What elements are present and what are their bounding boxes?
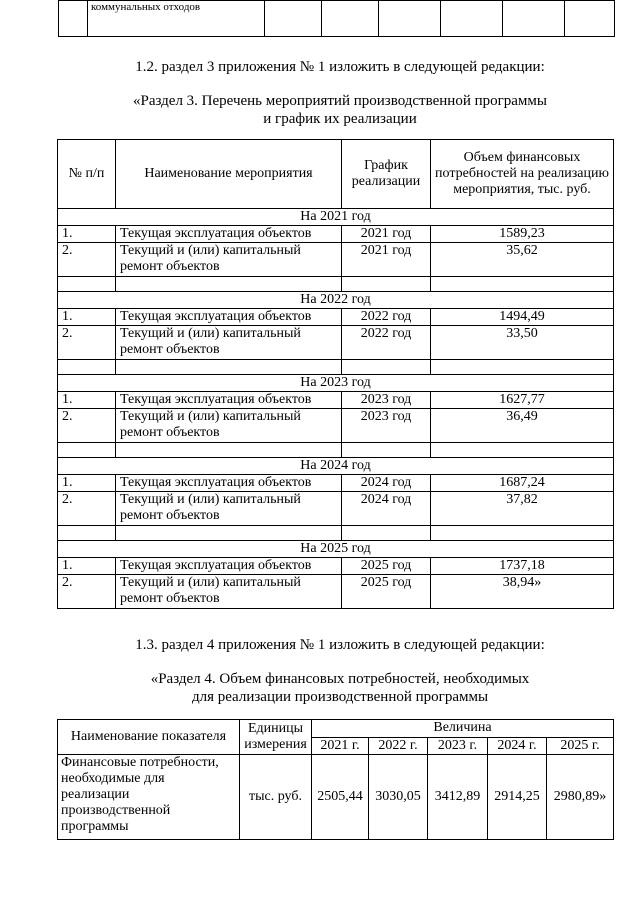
indicator-value: 3412,89 <box>428 755 488 840</box>
row-number: 1. <box>58 475 116 492</box>
measure-name: Текущий и (или) капитальный ремонт объектов <box>116 326 342 360</box>
table-cell <box>342 360 431 375</box>
cell-text: коммунальных отходов <box>91 1 201 13</box>
paragraph-1-3: 1.3. раздел 4 приложения № 1 изложить в следующей редакции: <box>135 637 545 653</box>
table-cell <box>116 277 342 292</box>
schedule: 2024 год <box>342 475 431 492</box>
table-cell <box>342 443 431 458</box>
measure-name: Текущая эксплуатация объектов <box>116 475 342 492</box>
spacer-row <box>58 443 614 458</box>
table-cell <box>431 360 614 375</box>
schedule: 2021 год <box>342 226 431 243</box>
schedule: 2025 год <box>342 575 431 609</box>
amount: 1627,77 <box>431 392 614 409</box>
header-indicator: Наименование показателя <box>58 720 240 755</box>
year-label: На 2024 год <box>58 458 614 475</box>
schedule: 2022 год <box>342 326 431 360</box>
table-cell <box>431 443 614 458</box>
section4-title-line2: для реализации производственной программы <box>191 689 489 705</box>
measure-name: Текущий и (или) капитальный ремонт объектов <box>116 575 342 609</box>
row-number: 1. <box>58 309 116 326</box>
year-row <box>58 375 614 392</box>
table-cell <box>441 1 503 37</box>
schedule: 2024 год <box>342 492 431 526</box>
amount: 1687,24 <box>431 475 614 492</box>
year-row <box>58 209 614 226</box>
amount: 37,82 <box>431 492 614 526</box>
header-amount: Объем финансовых потребностей на реализацию мероприятия, тыс. руб. <box>431 140 614 209</box>
indicator-name: Финансовые потребности, необходимые для реализации производственной программы <box>58 755 240 840</box>
indicator-value: 2980,89» <box>547 755 614 840</box>
year-row <box>58 541 614 558</box>
spacer-row <box>58 526 614 541</box>
table-cell <box>58 526 116 541</box>
table-row <box>58 392 614 409</box>
indicator-unit: тыс. руб. <box>240 755 312 840</box>
schedule: 2023 год <box>342 392 431 409</box>
section3-title <box>40 92 640 128</box>
table-cell <box>58 360 116 375</box>
previous-table-fragment <box>58 0 615 37</box>
paragraph-1-2: 1.2. раздел 3 приложения № 1 изложить в следующей редакции: <box>135 59 545 75</box>
table-row <box>58 575 614 609</box>
measure-name: Текущий и (или) капитальный ремонт объектов <box>116 492 342 526</box>
row-number: 2. <box>58 409 116 443</box>
row-number: 2. <box>58 492 116 526</box>
indicator-value: 3030,05 <box>369 755 428 840</box>
measure-name: Текущая эксплуатация объектов <box>116 226 342 243</box>
measure-name: Текущая эксплуатация объектов <box>116 558 342 575</box>
table-cell <box>58 443 116 458</box>
amount: 1589,23 <box>431 226 614 243</box>
schedule: 2025 год <box>342 558 431 575</box>
header-units: Единицы измерения <box>240 720 312 755</box>
header-year: 2023 г. <box>428 737 488 755</box>
amount: 38,94» <box>431 575 614 609</box>
header-number: № п/п <box>58 140 116 209</box>
table-cell <box>565 1 615 37</box>
header-value: Величина <box>312 720 614 738</box>
row-number: 2. <box>58 243 116 277</box>
measures-table-body <box>58 209 614 609</box>
table-cell <box>116 526 342 541</box>
table-cell <box>342 526 431 541</box>
indicator-value: 2914,25 <box>488 755 547 840</box>
table-row <box>58 475 614 492</box>
row-number: 1. <box>58 392 116 409</box>
schedule: 2023 год <box>342 409 431 443</box>
schedule: 2022 год <box>342 309 431 326</box>
measure-name: Текущая эксплуатация объектов <box>116 309 342 326</box>
table-cell <box>503 1 565 37</box>
year-row <box>58 292 614 309</box>
measure-name: Текущий и (или) капитальный ремонт объектов <box>116 409 342 443</box>
indicator-value: 2505,44 <box>312 755 369 840</box>
header-year: 2021 г. <box>312 737 369 755</box>
header-year: 2025 г. <box>547 737 614 755</box>
section4-title-line1: «Раздел 4. Объем финансовых потребностей, необходимых <box>150 671 530 687</box>
amount: 1494,49 <box>431 309 614 326</box>
year-label: На 2022 год <box>58 292 614 309</box>
table-row <box>58 409 614 443</box>
year-label: На 2021 год <box>58 209 614 226</box>
table-row <box>58 492 614 526</box>
table-row <box>58 243 614 277</box>
table-cell <box>342 277 431 292</box>
table-cell <box>379 1 441 37</box>
header-year: 2024 г. <box>488 737 547 755</box>
header-measure-name: Наименование мероприятия <box>116 140 342 209</box>
table-cell <box>58 277 116 292</box>
row-number: 2. <box>58 326 116 360</box>
table-cell <box>265 1 322 37</box>
table-cell <box>88 1 265 37</box>
amount: 33,50 <box>431 326 614 360</box>
table-cell <box>431 526 614 541</box>
section3-title-line2: и график их реализации <box>263 111 417 127</box>
header-year: 2022 г. <box>369 737 428 755</box>
spacer-row <box>58 360 614 375</box>
amount: 1737,18 <box>431 558 614 575</box>
table-row <box>58 326 614 360</box>
year-label: На 2025 год <box>58 541 614 558</box>
financial-needs-table <box>57 719 614 840</box>
table-cell <box>116 443 342 458</box>
section3-title-line1: «Раздел 3. Перечень мероприятий производственной программы <box>133 93 547 109</box>
amount: 35,62 <box>431 243 614 277</box>
table-row <box>58 309 614 326</box>
table-cell <box>59 1 88 37</box>
schedule: 2021 год <box>342 243 431 277</box>
header-schedule: График реализации <box>342 140 431 209</box>
table-row <box>58 558 614 575</box>
amount: 36,49 <box>431 409 614 443</box>
measures-table <box>57 139 614 609</box>
row-number: 1. <box>58 226 116 243</box>
section4-title <box>40 670 640 706</box>
row-number: 1. <box>58 558 116 575</box>
table-cell <box>322 1 379 37</box>
table-cell <box>116 360 342 375</box>
measure-name: Текущий и (или) капитальный ремонт объектов <box>116 243 342 277</box>
row-number: 2. <box>58 575 116 609</box>
year-row <box>58 458 614 475</box>
spacer-row <box>58 277 614 292</box>
table-cell <box>431 277 614 292</box>
measure-name: Текущая эксплуатация объектов <box>116 392 342 409</box>
year-label: На 2023 год <box>58 375 614 392</box>
table-row <box>58 226 614 243</box>
